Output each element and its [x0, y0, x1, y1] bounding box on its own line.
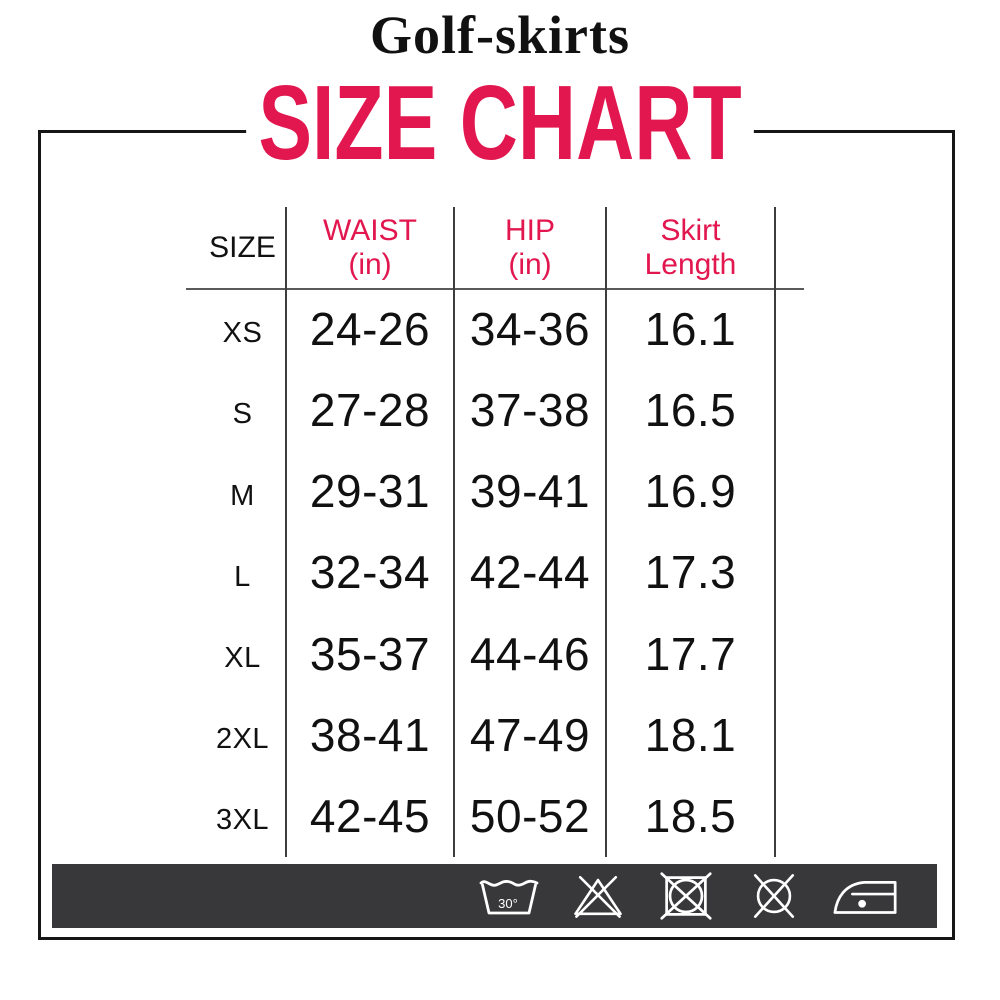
size-cell: 3XL — [215, 804, 270, 837]
size-cell: XL — [224, 642, 261, 675]
hip-cell: 34-36 — [453, 288, 605, 369]
column-header-waist-label: WAIST — [323, 213, 417, 247]
column-header-skirt-length — [605, 207, 776, 289]
waist-cell: 32-34 — [285, 532, 453, 613]
hip-cell: 42-44 — [453, 532, 605, 613]
care-instructions-bar — [52, 864, 937, 928]
waist-cell: 24-26 — [285, 288, 453, 369]
brand-title: Golf-skirts — [370, 5, 630, 65]
wash-temp-label: 30° — [498, 896, 518, 911]
do-not-dry-clean-icon — [744, 872, 804, 920]
waist-cell: 27-28 — [285, 369, 453, 450]
skirt-length-cell: 16.1 — [605, 288, 776, 369]
column-header-hip-unit: (in) — [508, 248, 552, 281]
waist-cell: 35-37 — [285, 613, 453, 694]
hip-cell: 37-38 — [453, 369, 605, 450]
skirt-length-cell: 17.3 — [605, 532, 776, 613]
hip-cell: 44-46 — [453, 613, 605, 694]
waist-cell: 29-31 — [285, 451, 453, 532]
waist-cell: 38-41 — [285, 694, 453, 775]
size-chart-title: SIZE CHART — [246, 68, 754, 178]
column-header-size — [200, 207, 285, 289]
do-not-tumble-dry-icon — [655, 872, 717, 920]
column-header-skirt-length-line2: Length — [644, 248, 737, 281]
skirt-length-cell: 16.9 — [605, 451, 776, 532]
waist-cell: 42-45 — [285, 775, 453, 856]
do-not-bleach-icon — [568, 872, 628, 920]
wash-30-degrees-icon — [477, 872, 541, 920]
size-cell: L — [234, 560, 251, 593]
hip-cell: 39-41 — [453, 451, 605, 532]
column-header-size-label: SIZE — [209, 230, 276, 264]
column-header-waist — [285, 207, 453, 289]
skirt-length-cell: 18.5 — [605, 775, 776, 856]
hip-cell: 47-49 — [453, 694, 605, 775]
column-header-waist-unit: (in) — [348, 248, 392, 281]
size-cell: XS — [222, 317, 263, 350]
skirt-length-cell: 16.5 — [605, 369, 776, 450]
hip-cell: 50-52 — [453, 775, 605, 856]
size-cell: M — [230, 479, 255, 512]
column-header-hip — [453, 207, 605, 289]
skirt-length-cell: 18.1 — [605, 694, 776, 775]
size-cell: 2XL — [215, 723, 270, 756]
column-header-hip-label: HIP — [504, 213, 555, 247]
size-table — [200, 207, 776, 857]
column-header-skirt-length-line1: Skirt — [660, 213, 721, 247]
iron-low-heat-icon — [831, 872, 901, 920]
size-chart-title-wrap — [0, 64, 1000, 182]
size-cell: S — [232, 398, 253, 431]
skirt-length-cell: 17.7 — [605, 613, 776, 694]
